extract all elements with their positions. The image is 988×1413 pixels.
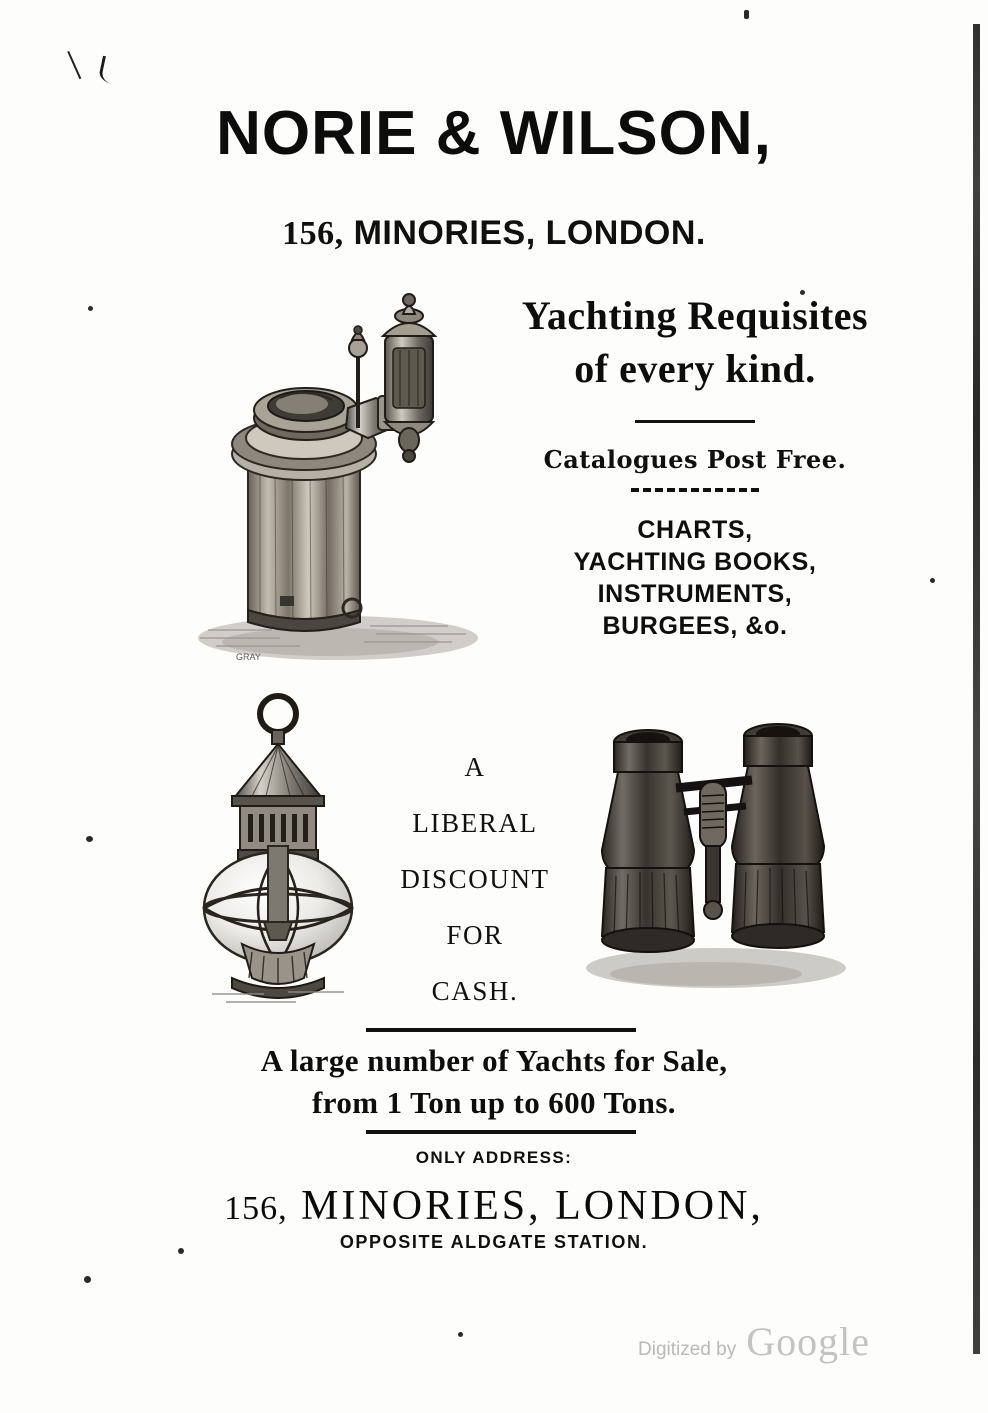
marine-binoculars-illustration (556, 700, 876, 1000)
discount-line: A (464, 752, 486, 782)
scan-speck (86, 836, 93, 842)
product-item: CHARTS, (637, 515, 753, 544)
google-digitized-watermark (638, 1318, 870, 1365)
discount-line: FOR (446, 919, 504, 950)
only-address-label: ONLY ADDRESS: (415, 1148, 573, 1167)
product-item: YACHTING BOOKS, (573, 547, 817, 576)
watermark-brand: Google (746, 1319, 870, 1364)
discount-line: LIBERAL (412, 807, 538, 838)
product-list (500, 514, 890, 642)
address-street: MINORIES, LONDON. (353, 214, 706, 252)
yachts-for-sale-text (0, 1040, 988, 1124)
divider-rule-upper (366, 1028, 636, 1032)
divider-rule-lower (366, 1130, 636, 1134)
page-title: NORIE & WILSON, (216, 99, 772, 168)
tagline-and-products-column (500, 292, 890, 642)
svg-text:GRAY: GRAY (236, 652, 261, 662)
tagline-line-2: of every kind. (574, 345, 816, 391)
liberal-discount-text (370, 740, 580, 1019)
opposite-station-note: OPPOSITE ALDGATE STATION. (339, 1232, 649, 1252)
ships-anchor-lamp-illustration (168, 686, 388, 1016)
final-address (0, 1182, 988, 1230)
address-subtitle (0, 214, 988, 253)
scan-speck (930, 578, 935, 583)
final-address-number: 156, (224, 1190, 288, 1227)
binnacle-compass-illustration (180, 278, 510, 678)
scan-speck (84, 1276, 91, 1283)
tagline-line-1: Yachting Requisites (521, 293, 869, 338)
scan-speck (458, 1332, 463, 1337)
yachts-line-2: from 1 Ton up to 600 Tons. (312, 1084, 676, 1120)
scan-speck (744, 10, 749, 19)
address-number: 156, (282, 215, 344, 252)
catalogues-post-free: Catalogues Post Free. (543, 444, 847, 474)
watermark-label: Digitized by (638, 1339, 737, 1360)
scan-speck (88, 306, 93, 311)
divider-rule (635, 420, 755, 423)
final-address-text: MINORIES, LONDON, (301, 1183, 764, 1229)
divider-rule-dashed (631, 488, 759, 492)
product-item: BURGEES, &o. (602, 611, 788, 640)
discount-line: DISCOUNT (400, 863, 550, 894)
yachts-line-1: A large number of Yachts for Sale, (260, 1043, 728, 1078)
scan-mark-top-left-2 (98, 56, 128, 87)
product-item: INSTRUMENTS, (597, 579, 793, 608)
discount-line: CASH. (431, 975, 519, 1006)
